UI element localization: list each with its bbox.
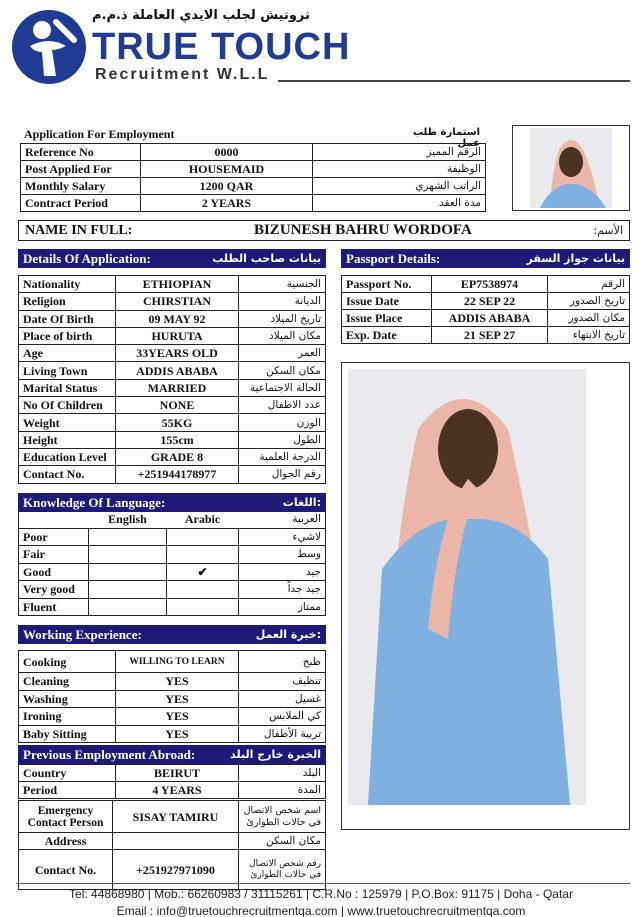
previous-label: Period — [19, 782, 116, 799]
passport-value: ADDIS ABABA — [432, 310, 548, 327]
detail-row — [19, 466, 326, 483]
top-field-value: 1200 QAR — [141, 178, 313, 195]
previous-title-ar: الخبرة خارج البلد — [230, 748, 321, 761]
language-ar: ممتاز — [239, 598, 326, 616]
detail-label: No Of Children — [19, 397, 116, 414]
language-english — [89, 563, 167, 581]
detail-value: +251944178977 — [116, 466, 239, 483]
language-row — [19, 581, 326, 599]
emergency-contact-value: +251927971090 — [113, 850, 239, 890]
footer-email: Email : info@truetouchrecruitmentqa.com | www.truetouchrecruitmentqa.com — [116, 904, 526, 917]
passport-ar: مكان الصدور — [548, 310, 630, 327]
detail-ar: مكان السكن — [239, 362, 326, 379]
form-title-ar: استمارة طلب عمل — [412, 127, 480, 149]
language-english — [89, 546, 167, 564]
detail-value: GRADE 8 — [116, 448, 239, 465]
language-arabic — [167, 598, 239, 616]
emergency-table — [18, 800, 326, 890]
language-header — [18, 493, 326, 512]
passport-row — [342, 310, 630, 327]
passport-label: Issue Date — [342, 293, 432, 310]
language-english — [89, 598, 167, 616]
detail-label: Age — [19, 345, 116, 362]
experience-value: YES — [116, 673, 239, 691]
detail-row — [19, 397, 326, 414]
passport-ar: تاريخ الانتهاء — [548, 327, 630, 344]
experience-label: Washing — [19, 690, 116, 708]
language-ar: جيد — [239, 563, 326, 581]
language-row — [19, 598, 326, 616]
detail-row — [19, 431, 326, 448]
language-arabic — [167, 546, 239, 564]
detail-label: Marital Status — [19, 379, 116, 396]
passport-table — [341, 275, 630, 344]
language-arabic — [167, 528, 239, 546]
detail-row — [19, 362, 326, 379]
col-english: English — [108, 512, 147, 527]
detail-label: Contact No. — [19, 466, 116, 483]
language-row — [19, 563, 326, 581]
top-field-ar: الرقم المميز — [313, 144, 486, 161]
top-field-value: 0000 — [141, 144, 313, 161]
company-subtitle: Recruitment W.L.L — [95, 66, 270, 83]
detail-label: Place of birth — [19, 327, 116, 344]
emergency-address-value — [113, 833, 239, 850]
experience-value: YES — [116, 690, 239, 708]
detail-row — [19, 448, 326, 465]
detail-value: ETHIOPIAN — [116, 276, 239, 293]
experience-value: WILLING TO LEARN — [116, 651, 239, 673]
passport-ar: تاريخ الصدور — [548, 293, 630, 310]
language-row — [19, 546, 326, 564]
language-row — [19, 528, 326, 546]
experience-row — [19, 725, 326, 743]
details-title: Details Of Application: — [23, 250, 151, 266]
detail-value: 33YEARS OLD — [116, 345, 239, 362]
emergency-address-label: Address — [19, 833, 113, 850]
experience-ar: تنظيف — [239, 673, 326, 691]
passport-label: Passport No. — [342, 276, 432, 293]
emergency-person-value: SISAY TAMIRU — [113, 801, 239, 833]
detail-label: Religion — [19, 293, 116, 310]
detail-value: 155cm — [116, 431, 239, 448]
previous-title: Previous Employment Abroad: — [23, 746, 196, 762]
detail-ar: مكان الميلاد — [239, 327, 326, 344]
logo-icon — [12, 10, 86, 84]
previous-row — [19, 782, 326, 799]
emergency-contact-label: Contact No. — [19, 850, 113, 890]
emergency-contact-ar: رقم شخص الاتصال في حالات الطوارئ — [239, 850, 326, 890]
top-field-label: Contract Period — [21, 195, 141, 212]
detail-ar: الدرجة العلمية — [239, 448, 326, 465]
detail-row — [19, 293, 326, 310]
language-label: Poor — [19, 528, 89, 546]
previous-row — [19, 765, 326, 782]
details-table — [18, 275, 326, 484]
portrait-small-icon — [530, 128, 612, 208]
passport-title-ar: بيانات جواز السفر — [526, 252, 625, 265]
top-field-label: Reference No — [21, 144, 141, 161]
top-field-ar: مدة العقد — [313, 195, 486, 212]
language-english — [89, 581, 167, 599]
language-label: Fair — [19, 546, 89, 564]
passport-title: Passport Details: — [346, 250, 441, 266]
col-arabic-ar: العربية — [239, 511, 326, 528]
detail-ar: الجنسية — [239, 276, 326, 293]
detail-label: Living Town — [19, 362, 116, 379]
previous-ar: المدة — [239, 782, 326, 799]
detail-label: Education Level — [19, 448, 116, 465]
detail-label: Date Of Birth — [19, 310, 116, 327]
experience-ar: كي الملابس — [239, 708, 326, 726]
experience-title-ar: خبرة العمل: — [255, 628, 321, 641]
detail-value: 09 MAY 92 — [116, 310, 239, 327]
top-field-value: 2 YEARS — [141, 195, 313, 212]
company-name-ar: تروتيش لجلب الايدي العاملة ذ.م.م — [92, 8, 310, 23]
portrait-full-icon — [348, 369, 586, 805]
previous-label: Country — [19, 765, 116, 782]
detail-value: NONE — [116, 397, 239, 414]
language-arabic: ✔ — [167, 563, 239, 581]
detail-value: CHIRSTIAN — [116, 293, 239, 310]
company-name: TRUE TOUCH — [92, 26, 351, 68]
detail-value: ADDIS ABABA — [116, 362, 239, 379]
top-field-ar: الوظيفة — [313, 161, 486, 178]
passport-header — [341, 249, 630, 268]
top-field-row — [21, 144, 486, 161]
emergency-address-ar: مكان السكن — [239, 833, 326, 850]
experience-label: Baby Sitting — [19, 725, 116, 743]
top-field-row — [21, 161, 486, 178]
previous-header — [18, 745, 326, 764]
emergency-person-ar: اسم شخص الاتصال في حالات الطوارئ — [239, 801, 326, 833]
experience-ar: طبخ — [239, 651, 326, 673]
detail-row — [19, 379, 326, 396]
emergency-person-label: Emergency Contact Person — [19, 801, 113, 833]
detail-ar: الحالة الاجتماعية — [239, 379, 326, 396]
detail-row — [19, 345, 326, 362]
detail-value: 55KG — [116, 414, 239, 431]
detail-row — [19, 327, 326, 344]
full-body-photo — [341, 362, 630, 830]
details-title-ar: بيانات صاحب الطلب — [212, 252, 321, 265]
experience-title: Working Experience: — [23, 626, 142, 642]
experience-row — [19, 690, 326, 708]
detail-ar: الوزن — [239, 414, 326, 431]
detail-row — [19, 414, 326, 431]
passport-ar: الرقم — [548, 276, 630, 293]
experience-label: Ironing — [19, 708, 116, 726]
previous-value: BEIRUT — [116, 765, 239, 782]
experience-row — [19, 673, 326, 691]
language-label: Good — [19, 563, 89, 581]
language-title: Knowledge Of Language: — [23, 494, 166, 510]
top-field-row — [21, 178, 486, 195]
detail-ar: الطول — [239, 431, 326, 448]
language-label: Very good — [19, 581, 89, 599]
language-arabic — [167, 581, 239, 599]
previous-table — [18, 764, 326, 799]
detail-row — [19, 310, 326, 327]
col-arabic: Arabic — [184, 512, 221, 527]
experience-row — [19, 708, 326, 726]
passport-label: Exp. Date — [342, 327, 432, 344]
language-label: Fluent — [19, 598, 89, 616]
name-label: NAME IN FULL: — [25, 222, 133, 238]
experience-header — [18, 625, 326, 644]
experience-label: Cleaning — [19, 673, 116, 691]
detail-label: Height — [19, 431, 116, 448]
experience-label: Cooking — [19, 651, 116, 673]
passport-row — [342, 276, 630, 293]
detail-row — [19, 276, 326, 293]
language-english — [89, 528, 167, 546]
experience-ar: غسيل — [239, 690, 326, 708]
form-title-en: Application For Employment — [24, 127, 175, 141]
experience-value: YES — [116, 708, 239, 726]
experience-value: YES — [116, 725, 239, 743]
detail-ar: الديانة — [239, 293, 326, 310]
details-header — [18, 249, 326, 268]
language-ar: جيد جداً — [239, 581, 326, 599]
top-fields — [20, 143, 486, 212]
passport-row — [342, 293, 630, 310]
top-field-label: Post Applied For — [21, 161, 141, 178]
footer-contact: Tel: 44868980 | Mob.: 66260983 / 31115261 | C.R.No : 125979 | P.O.Box: 91175 | Doha - Qatar — [69, 887, 573, 901]
top-field-label: Monthly Salary — [21, 178, 141, 195]
top-field-row — [21, 195, 486, 212]
top-field-ar: الراتب الشهري — [313, 178, 486, 195]
experience-row — [19, 651, 326, 673]
detail-ar: رقم الجوال — [239, 466, 326, 483]
passport-photo — [512, 125, 630, 211]
passport-row — [342, 327, 630, 344]
passport-value: 22 SEP 22 — [432, 293, 548, 310]
detail-ar: عدد الاطفال — [239, 397, 326, 414]
name-row — [18, 220, 630, 241]
detail-label: Nationality — [19, 276, 116, 293]
experience-table — [18, 650, 326, 743]
detail-ar: تاريخ الميلاد — [239, 310, 326, 327]
top-field-value: HOUSEMAID — [141, 161, 313, 178]
footer-rule — [16, 883, 630, 884]
passport-label: Issue Place — [342, 310, 432, 327]
applicant-name: BIZUNESH BAHRU WORDOFA — [253, 222, 472, 238]
passport-value: EP7538974 — [432, 276, 548, 293]
language-ar: وسط — [239, 546, 326, 564]
header-rule — [278, 80, 630, 82]
logo-circle — [12, 10, 86, 84]
previous-ar: البلد — [239, 765, 326, 782]
previous-value: 4 YEARS — [116, 782, 239, 799]
language-ar: لاشيء — [239, 528, 326, 546]
name-label-ar: الأسم: — [593, 224, 623, 237]
detail-label: Weight — [19, 414, 116, 431]
language-table — [18, 511, 326, 616]
detail-value: HURUTA — [116, 327, 239, 344]
passport-value: 21 SEP 27 — [432, 327, 548, 344]
experience-ar: تربية الأطفال — [239, 725, 326, 743]
detail-ar: العمر — [239, 345, 326, 362]
language-title-ar: اللغات: — [282, 496, 321, 509]
detail-value: MARRIED — [116, 379, 239, 396]
